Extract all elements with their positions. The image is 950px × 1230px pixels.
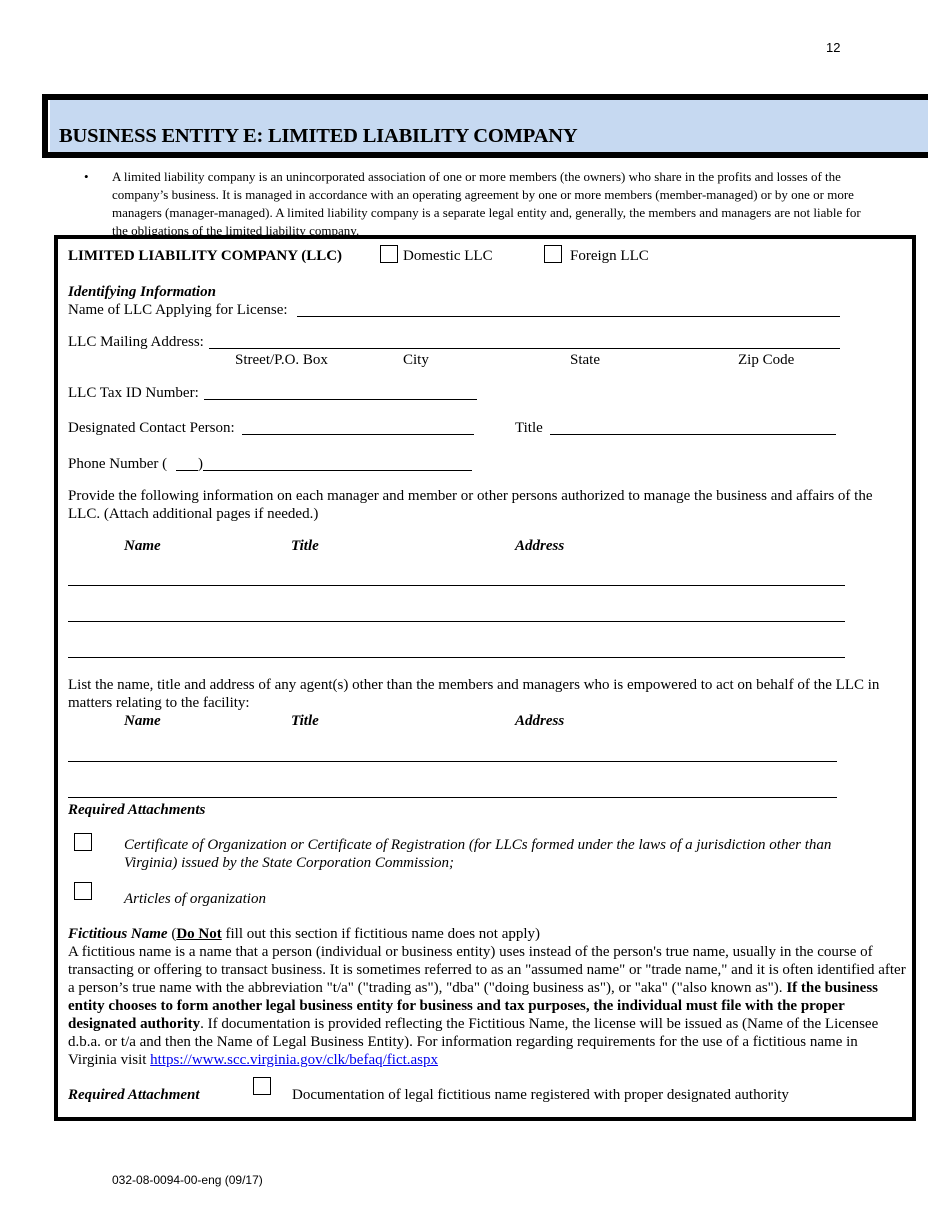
attachment-2-label: Articles of organization <box>124 891 266 907</box>
agents-col-address: Address <box>515 713 565 729</box>
form-code: 032-08-0094-00-eng (09/17) <box>112 1173 263 1187</box>
section-title: BUSINESS ENTITY E: LIMITED LIABILITY COMPANY <box>59 125 578 147</box>
fictitious-name-section <box>68 925 906 1069</box>
intro-text: A limited liability company is an unincorporated association of one or more members (the owners) who share in the profits and losses of the company’s business. It is managed in accordance with an operating agreement by one or more members (member-managed) or by one or more managers (manager-managed). A limited liability company is a separate legal entity and, generally, the members and managers are not liable for the obligations of the limited liability company. <box>112 169 861 238</box>
fictitious-doc-checkbox[interactable] <box>253 1077 271 1095</box>
managers-col-name: Name <box>124 538 161 554</box>
contact-title-field[interactable] <box>550 434 836 435</box>
manager-row-3[interactable] <box>68 657 845 658</box>
foreign-llc-label: Foreign LLC <box>570 248 649 264</box>
mailing-address-field[interactable] <box>209 348 840 349</box>
agent-row-2[interactable] <box>68 797 837 798</box>
fictitious-body-bold: If the business entity chooses to form another legal business entity for business and tax purposes, the individual must file with the proper designated authority <box>68 980 879 1032</box>
manager-row-1[interactable] <box>68 585 845 586</box>
fictitious-body-2: . If documentation is provided reflecting the Fictitious Name, the license will be issued as (Name of the Licensee d.b.a. or t/a and then the Name of Legal Business Entity). For information regarding requirements for the use of a fictitious name in Virginia visit <box>68 1016 879 1068</box>
llc-heading: LIMITED LIABILITY COMPANY (LLC) <box>68 248 343 264</box>
identifying-heading: Identifying Information <box>68 284 216 300</box>
contact-title-label: Title <box>515 420 543 436</box>
tax-id-field[interactable] <box>204 399 477 400</box>
required-attachment-label: Required Attachment <box>68 1087 200 1103</box>
agents-col-name: Name <box>124 713 161 729</box>
agents-instructions: List the name, title and address of any agent(s) other than the members and managers who is empowered to act on behalf of the LLC in matters relating to the facility: <box>68 677 880 711</box>
agent-row-1[interactable] <box>68 761 837 762</box>
llc-form <box>54 235 916 1121</box>
llc-name-field[interactable] <box>297 316 840 317</box>
tax-id-label: LLC Tax ID Number: <box>68 385 199 401</box>
attachment-1-checkbox[interactable] <box>74 833 92 851</box>
phone-number-field[interactable] <box>203 470 472 471</box>
manager-row-2[interactable] <box>68 621 845 622</box>
do-not-text: Do Not <box>176 926 222 942</box>
city-label: City <box>403 352 429 368</box>
attachment-2-checkbox[interactable] <box>74 882 92 900</box>
mailing-address-label: LLC Mailing Address: <box>68 334 204 350</box>
domestic-llc-label: Domestic LLC <box>403 248 493 264</box>
managers-col-address: Address <box>515 538 565 554</box>
phone-close-paren: ) <box>198 456 203 472</box>
phone-area-code-field[interactable] <box>176 470 198 471</box>
fictitious-doc-label: Documentation of legal fictitious name registered with proper designated authority <box>292 1087 789 1103</box>
domestic-llc-checkbox[interactable] <box>380 245 398 263</box>
required-attachments-heading: Required Attachments <box>68 802 206 818</box>
contact-person-label: Designated Contact Person: <box>68 420 235 436</box>
fictitious-heading-rest: fill out this section if fictitious name does not apply) <box>221 926 541 942</box>
foreign-llc-checkbox[interactable] <box>544 245 562 263</box>
agents-col-title: Title <box>291 713 319 729</box>
llc-name-label: Name of LLC Applying for License: <box>68 302 288 318</box>
contact-person-field[interactable] <box>242 434 474 435</box>
fictitious-body-1: A fictitious name is a name that a person (individual or business entity) uses instead of the person's true name, usually in the course of transacting or offering to transact business. It is sometimes referred to as an "assumed name" or "trade name," and it is often identified after a person’s true name with the abbreviation "t/a" ("trading as"), "dba" ("doing business as"), or "aka" ("also known as"). <box>68 944 906 996</box>
page-number: 12 <box>826 40 841 55</box>
managers-instructions: Provide the following information on each manager and member or other persons authorized to manage the business and affairs of the LLC. (Attach additional pages if needed.) <box>68 488 873 522</box>
fictitious-name-link[interactable]: https://www.scc.virginia.gov/clk/befaq/fict.aspx <box>150 1052 439 1068</box>
zip-label: Zip Code <box>738 352 795 368</box>
attachment-1-label: Certificate of Organization or Certificate of Registration (for LLCs formed under the laws of a jurisdiction other than Virginia) issued by the State Corporation Commission; <box>124 837 832 871</box>
fictitious-open-paren: ( <box>167 926 177 942</box>
bullet-icon: • <box>84 169 89 184</box>
phone-label: Phone Number ( <box>68 456 168 472</box>
street-label: Street/P.O. Box <box>235 352 328 368</box>
fictitious-name-heading: Fictitious Name <box>68 926 168 942</box>
section-header <box>42 94 928 158</box>
state-label: State <box>570 352 600 368</box>
managers-col-title: Title <box>291 538 319 554</box>
